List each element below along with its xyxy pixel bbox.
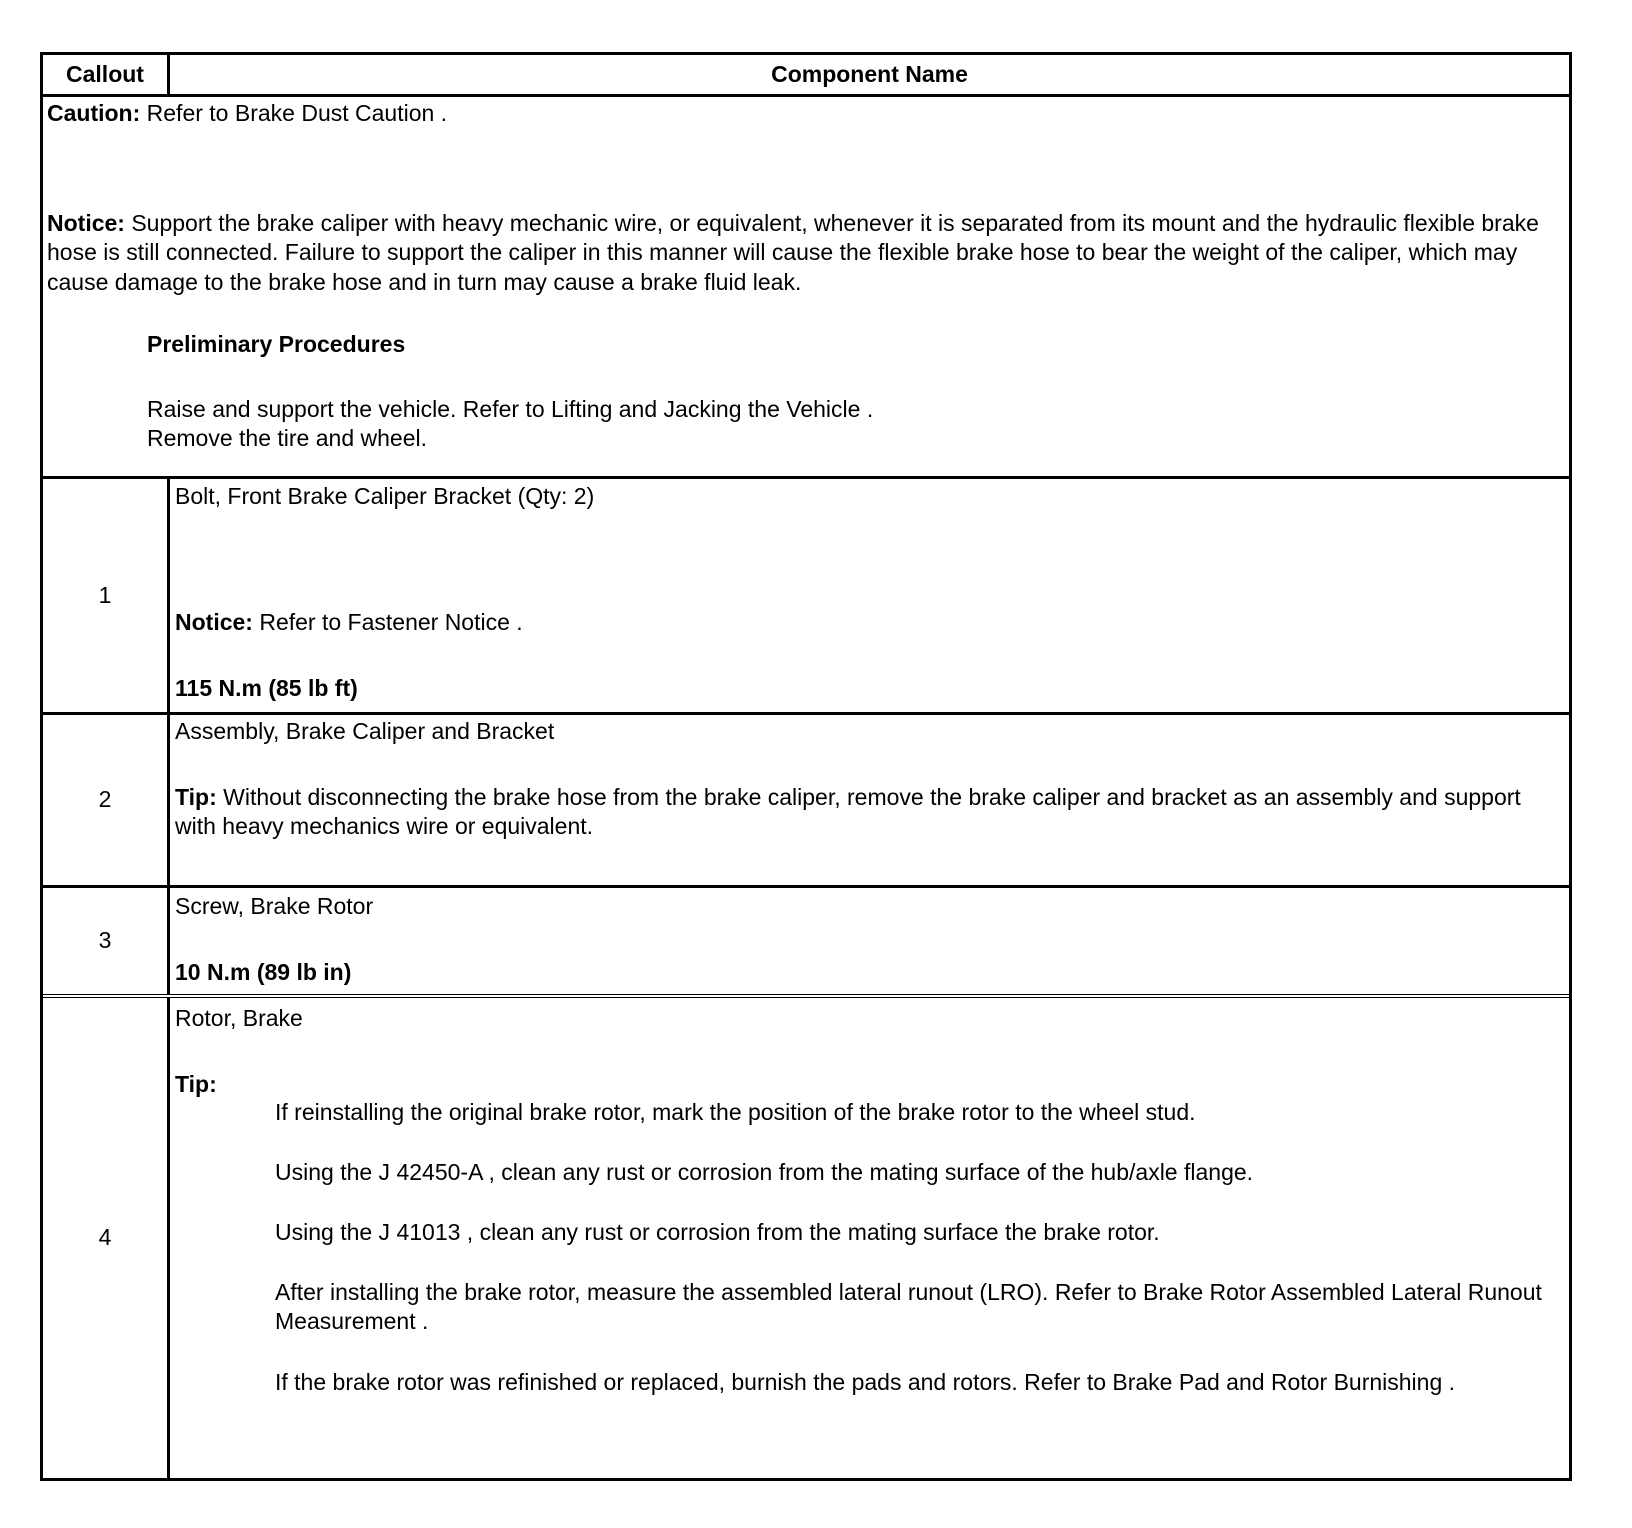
- caution-text: Refer to Brake Dust Caution .: [140, 100, 448, 126]
- tip-label: Tip:: [175, 1071, 217, 1097]
- tip-item: If reinstalling the original brake rotor, mark the position of the brake rotor to the wheel stud.: [275, 1099, 1196, 1125]
- torque-spec: 115 N.m (85 lb ft): [175, 675, 358, 701]
- component-cell: [170, 479, 1569, 712]
- callout-number: 3: [43, 888, 170, 994]
- callout-number: 2: [43, 715, 170, 885]
- notice-text: Refer to Fastener Notice .: [252, 609, 523, 635]
- header-component-name: Component Name: [771, 60, 968, 87]
- table-row: [43, 998, 1569, 1478]
- table-row: [43, 479, 1569, 715]
- tip-item: Using the J 41013 , clean any rust or corrosion from the mating surface the brake rotor.: [275, 1219, 1160, 1245]
- callout-number: 4: [43, 998, 170, 1478]
- table-row: [43, 715, 1569, 888]
- component-table: [40, 52, 1572, 1481]
- preliminary-step-1: Raise and support the vehicle. Refer to Lifting and Jacking the Vehicle .: [147, 396, 874, 422]
- component-cell: [170, 998, 1569, 1478]
- preliminary-heading: Preliminary Procedures: [147, 331, 406, 357]
- notice-label: Notice:: [47, 210, 125, 236]
- component-name: Screw, Brake Rotor: [175, 893, 374, 919]
- callout-number: 1: [43, 479, 170, 712]
- component-cell: [170, 888, 1569, 994]
- component-name: Bolt, Front Brake Caliper Bracket (Qty: 2): [175, 483, 595, 509]
- table-header-row: [43, 55, 1569, 97]
- notice-label: Notice:: [175, 609, 253, 635]
- tip-text: Without disconnecting the brake hose from the brake caliper, remove the brake caliper and bracket as an assembly and support with heavy mechanics wire or equivalent.: [175, 784, 1521, 840]
- caution-label: Caution:: [47, 100, 141, 126]
- tip-label: Tip:: [175, 784, 217, 810]
- component-name: Assembly, Brake Caliper and Bracket: [175, 718, 555, 744]
- tip-item: Using the J 42450-A , clean any rust or corrosion from the mating surface of the hub/axle flange.: [275, 1159, 1254, 1185]
- torque-spec: 10 N.m (89 lb in): [175, 959, 352, 985]
- notice-paragraph: [47, 209, 1565, 297]
- tip-paragraph: [175, 783, 1563, 842]
- table-row: [43, 888, 1569, 998]
- preface-section: [43, 97, 1569, 479]
- notice-line: [175, 608, 1563, 637]
- tip-item: After installing the brake rotor, measure the assembled lateral runout (LRO). Refer to Brake Rotor Assembled Lateral Runout Measurement .: [275, 1279, 1542, 1335]
- component-name: Rotor, Brake: [175, 1005, 303, 1031]
- component-cell: [170, 715, 1569, 885]
- tip-item: If the brake rotor was refinished or replaced, burnish the pads and rotors. Refer to Brake Pad and Rotor Burnishing .: [275, 1369, 1456, 1395]
- notice-text: Support the brake caliper with heavy mechanic wire, or equivalent, whenever it is separated from its mount and the hydraulic flexible brake hose is still connected. Failure to support the caliper in this manner will cause the flexible brake hose to bear the weight of the caliper, which may cause damage to the brake hose and in turn may cause a brake fluid leak.: [47, 210, 1539, 295]
- preliminary-step-2: Remove the tire and wheel.: [147, 425, 427, 451]
- caution-line: [47, 99, 1565, 128]
- header-callout: Callout: [43, 55, 170, 94]
